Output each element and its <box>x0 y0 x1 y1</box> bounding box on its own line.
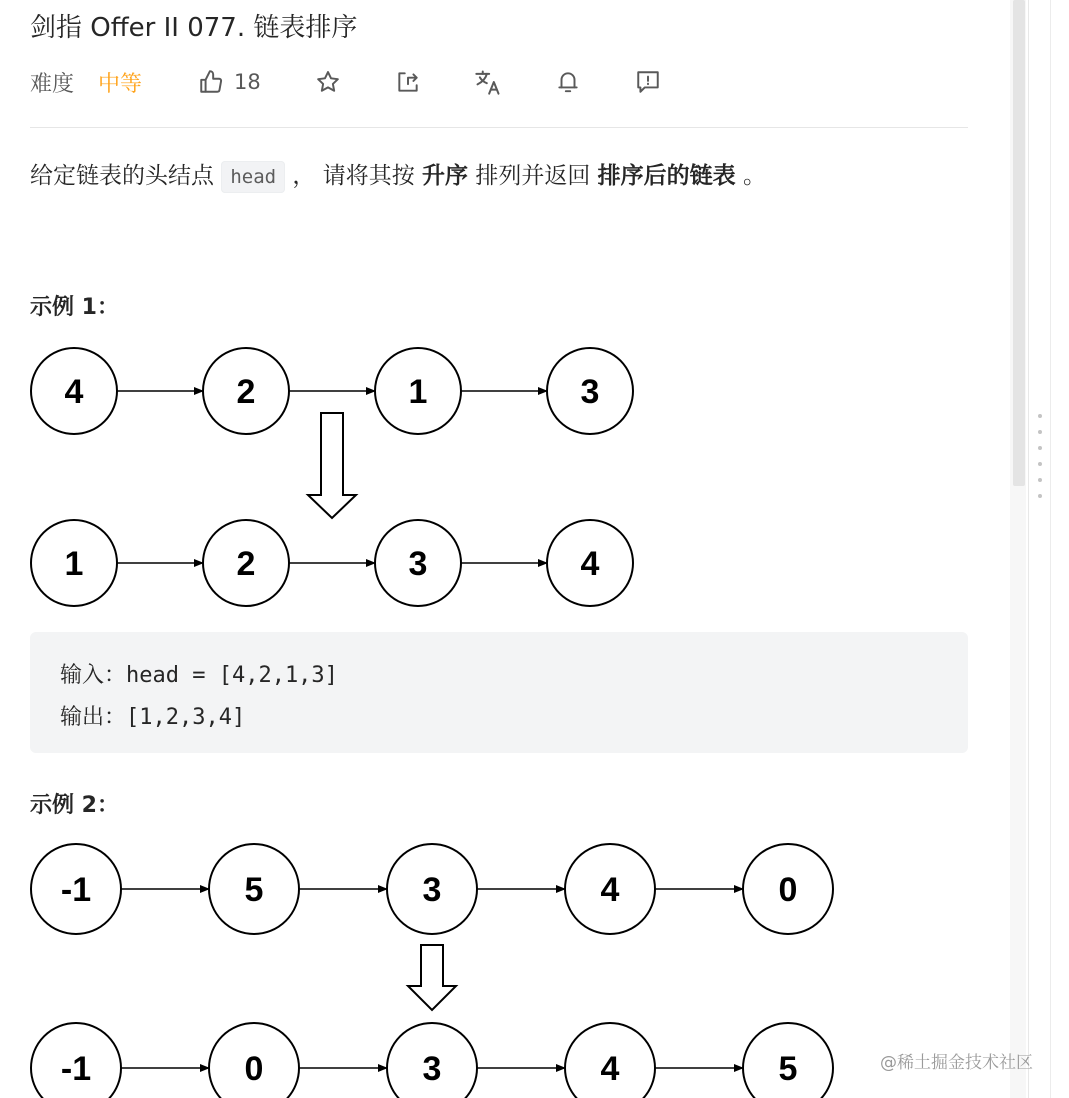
thumbs-up-icon <box>198 69 224 95</box>
share-button[interactable] <box>392 64 424 100</box>
feedback-icon <box>635 69 661 95</box>
example-1-io-block <box>30 632 968 753</box>
feedback-button[interactable] <box>632 64 664 100</box>
like-count: 18 <box>234 70 261 94</box>
list-node-value: 4 <box>64 373 84 411</box>
example-input: 输入：head = [4,2,1,3] <box>60 663 338 688</box>
description-text: 排列并返回 <box>468 163 598 189</box>
list-node-value: 5 <box>778 1050 798 1088</box>
like-button[interactable] <box>198 64 261 100</box>
description-text: 。 <box>735 163 766 189</box>
list-node-value: 1 <box>64 545 84 583</box>
list-node-value: 0 <box>244 1050 264 1088</box>
list-node-value: 4 <box>580 545 600 583</box>
list-node-value: 1 <box>408 373 428 411</box>
favorite-button[interactable] <box>312 64 344 100</box>
inline-code-head: head <box>221 161 285 193</box>
bell-icon <box>555 69 581 95</box>
list-node-value: 3 <box>422 1050 442 1088</box>
list-node-value: -1 <box>60 871 92 909</box>
down-arrow-icon <box>308 413 356 518</box>
list-node-value: 3 <box>408 545 428 583</box>
panel-resize-handle[interactable] <box>1036 414 1044 504</box>
panel-border <box>1028 0 1029 1098</box>
scrollbar-thumb[interactable] <box>1013 0 1025 486</box>
header-divider <box>30 127 968 128</box>
down-arrow-icon <box>408 945 456 1010</box>
list-node-value: 0 <box>778 871 798 909</box>
translate-icon <box>474 68 502 96</box>
star-icon <box>315 69 341 95</box>
watermark: @稀土掘金技术社区 <box>880 1053 1033 1073</box>
subscribe-button[interactable] <box>552 64 584 100</box>
list-node-value: 4 <box>600 871 620 909</box>
share-icon <box>395 69 421 95</box>
list-node-value: 5 <box>244 871 264 909</box>
difficulty-label: 难度 <box>30 71 75 97</box>
example-1-diagram <box>0 330 1000 620</box>
translate-button[interactable] <box>472 64 504 100</box>
problem-title: 剑指 Offer II 077. 链表排序 <box>30 13 358 43</box>
list-node-value: 3 <box>580 373 600 411</box>
panel-border <box>1050 0 1051 1098</box>
problem-description <box>30 156 766 197</box>
list-node-value: 2 <box>236 545 256 583</box>
example-2-heading: 示例 2： <box>30 793 119 818</box>
description-bold: 升序 <box>422 163 469 189</box>
example-output: 输出：[1,2,3,4] <box>60 705 246 730</box>
list-node-value: 3 <box>422 871 442 909</box>
description-text: ， 请将其按 <box>285 163 423 189</box>
description-bold: 排序后的链表 <box>597 163 736 189</box>
example-1-heading: 示例 1： <box>30 295 119 320</box>
difficulty-badge: 中等 <box>98 71 143 97</box>
list-node-value: 4 <box>600 1050 620 1088</box>
list-node-value: -1 <box>60 1050 92 1088</box>
list-node-value: 2 <box>236 373 256 411</box>
description-text: 给定链表的头结点 <box>30 163 222 189</box>
example-2-diagram <box>0 830 1000 1098</box>
problem-meta-bar <box>30 64 730 100</box>
